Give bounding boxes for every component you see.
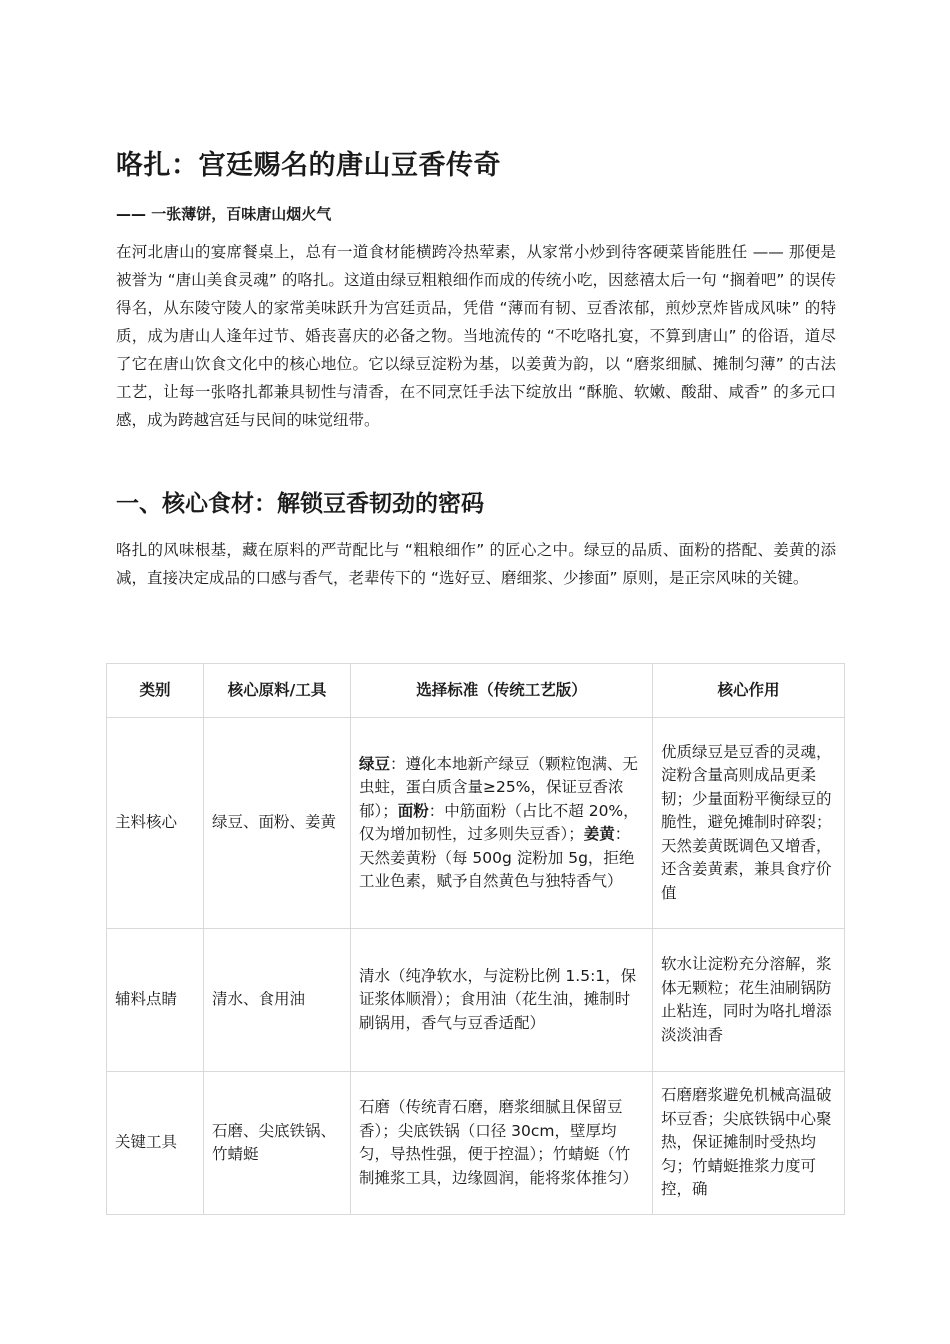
row-standard: 石磨（传统青石磨，磨浆细腻且保留豆香）；尖底铁锅（口径 30cm，壁厚均匀，导热性强，便于控温）；竹蜻蜓（竹制摊浆工具，边缘圆润，能将浆体推匀） <box>351 1072 653 1215</box>
table-row <box>107 718 845 929</box>
standard-term: 绿豆 <box>359 754 391 773</box>
header-standard: 选择标准（传统工艺版） <box>351 664 653 718</box>
page-title: 咯扎：宫廷赐名的唐山豆香传奇 <box>116 150 501 181</box>
header-effect: 核心作用 <box>653 664 845 718</box>
row-category: 关键工具 <box>107 1072 204 1215</box>
intro-paragraph: 在河北唐山的宴席餐桌上，总有一道食材能横跨冷热荤素，从家常小炒到待客硬菜皆能胜任 —— 那便是被誉为 “唐山美食灵魂” 的咯扎。这道由绿豆粗粮细作而成的传统小吃，因慈禧太后一句 “搁着吧” 的误传得名，从东陵守陵人的家常美味跃升为宫廷贡品，凭借 “薄而有韧、豆香浓郁，煎炒烹炸皆成风味” 的特质，成为唐山人逢年过节、婚丧喜庆的必备之物。当地流传的 “不吃咯扎宴，不算到唐山” 的俗语，道尽了它在唐山饮食文化中的核心地位。它以绿豆淀粉为基，以姜黄为韵，以 “磨浆细腻、摊制匀薄” 的古法工艺，让每一张咯扎都兼具韧性与清香，在不同烹饪手法下绽放出 “酥脆、软嫩、酸甜、咸香” 的多元口感，成为跨越宫廷与民间的味觉纽带。 <box>116 243 836 429</box>
header-materials: 核心原料/工具 <box>204 664 351 718</box>
header-category: 类别 <box>107 664 204 718</box>
table-row <box>107 929 845 1072</box>
standard-desc: ：中筋面粉（占比不超 20%，仅为增加韧性，过多则失豆香）； <box>359 801 639 843</box>
row-standard: 清水（纯净软水，与淀粉比例 1.5:1，保证浆体顺滑）；食用油（花生油，摊制时刷锅用，香气与豆香适配） <box>351 929 653 1072</box>
row-effect: 石磨磨浆避免机械高温破坏豆香；尖底铁锅中心聚热，保证摊制时受热均匀；竹蜻蜓推浆力度可控，确 <box>653 1072 845 1215</box>
section-paragraph: 咯扎的风味根基，藏在原料的严苛配比与 “粗粮细作” 的匠心之中。绿豆的品质、面粉的搭配、姜黄的添减，直接决定成品的口感与香气，老辈传下的 “选好豆、磨细浆、少掺面” 原则，是正宗风味的关键。 <box>116 541 836 587</box>
standard-desc: ：天然姜黄粉（每 500g 淀粉加 5g，拒绝工业色素，赋予自然黄色与独特香气） <box>359 825 635 890</box>
page-subtitle: —— 一张薄饼，百味唐山烟火气 <box>116 205 332 223</box>
standard-term: 姜黄 <box>583 825 615 843</box>
row-effect: 优质绿豆是豆香的灵魂，淀粉含量高则成品更柔韧；少量面粉平衡绿豆的脆性，避免摊制时碎裂；天然姜黄既调色又增香，还含姜黄素，兼具食疗价值 <box>653 718 845 929</box>
row-category: 辅料点睛 <box>107 929 204 1072</box>
row-materials: 清水、食用油 <box>204 929 351 1072</box>
ingredients-table <box>106 663 845 1215</box>
row-category: 主料核心 <box>107 718 204 929</box>
standard-term: 面粉 <box>397 801 429 820</box>
section-heading: 一、核心食材：解锁豆香韧劲的密码 <box>116 491 484 517</box>
row-standard <box>351 718 653 929</box>
table-row <box>107 1072 845 1215</box>
standard-desc: ：遵化本地新产绿豆（颗粒饱满、无虫蛀，蛋白质含量≥25%，保证豆香浓郁）； <box>359 754 639 820</box>
row-materials: 石磨、尖底铁锅、竹蜻蜓 <box>204 1072 351 1215</box>
row-materials: 绿豆、面粉、姜黄 <box>204 718 351 929</box>
row-effect: 软水让淀粉充分溶解，浆体无颗粒；花生油刷锅防止粘连，同时为咯扎增添淡淡油香 <box>653 929 845 1072</box>
table-header-row <box>107 664 845 718</box>
